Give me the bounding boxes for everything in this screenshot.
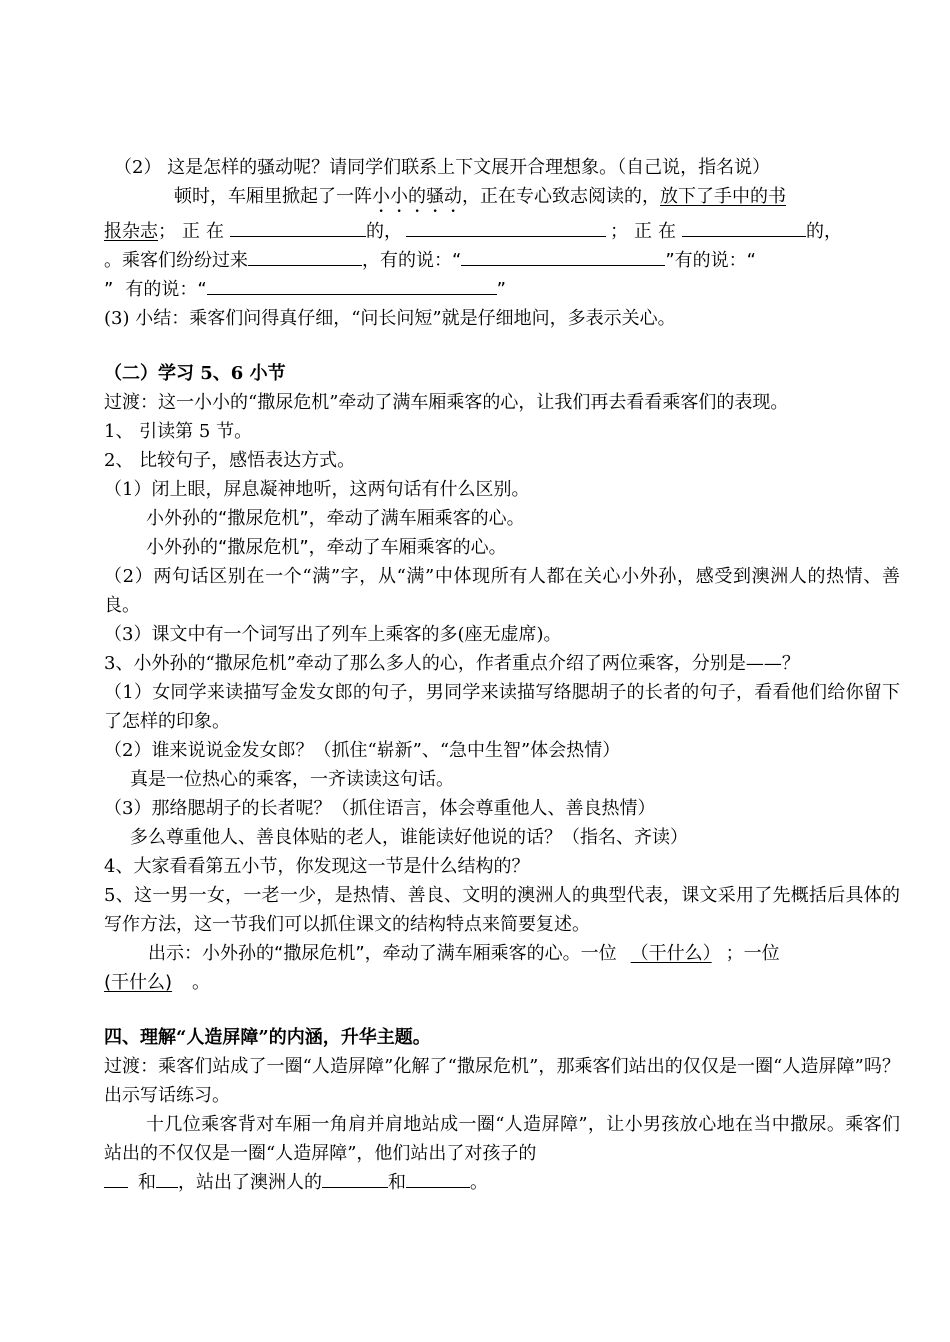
blank-field[interactable]: [104, 1169, 128, 1188]
section-2-transition: 过渡：这一小小的“撒尿危机”牵动了满车厢乘客的心，让我们再去看看乘客们的表现。: [104, 392, 789, 413]
question-3-summary: (3) 小结：乘客们问得真仔细，“问长问短”就是仔细地问，多表示关心。: [104, 308, 676, 329]
blank-text: 。: [470, 1172, 488, 1193]
underlined-answer: 放下了手中的书: [660, 186, 786, 207]
blank-text: 和: [388, 1172, 406, 1193]
fill-text: ”: [496, 279, 506, 300]
fill-text: 。乘客们纷纷过来: [104, 250, 248, 271]
section-2-heading: （二）学习 5、6 小节: [104, 363, 286, 384]
fill-line-4: [104, 275, 900, 304]
blank-field[interactable]: [682, 218, 806, 237]
blank-text: 和: [138, 1172, 156, 1193]
item-2-sub-2: （2）两句话区别在一个“满”字，从“满”中体现所有人都在关心小外孙，感受到澳洲人的热情、善良。: [104, 566, 900, 616]
item-3-sub-1: （1）女同学来读描写金发女郎的句子，男同学来读描写络腮胡子的长者的句子，看看他们给你留下了怎样的印象。: [104, 682, 900, 732]
fill-line-1: [104, 182, 900, 217]
show-text: ；一位: [725, 943, 780, 964]
question-2: （2） 这是怎样的骚动呢？请同学们联系上下文展开合理想象。（自己说，指名说）: [114, 157, 771, 178]
item-3-sub-3: （3）那络腮胡子的长者呢？（抓住语言，体会尊重他人、善良热情）: [104, 798, 656, 819]
item-3-sub-3-note: 多么尊重他人、善良体贴的老人，谁能读好他说的话？（指名、齐读）: [130, 827, 688, 848]
fill-text: 顿时，车厢里掀起了一阵: [174, 186, 372, 207]
fill-text: 有的说：“: [125, 279, 207, 300]
fill-line-2: [104, 217, 900, 246]
blank-field[interactable]: [322, 1169, 388, 1188]
item-1: 1、 引读第 5 节。: [104, 421, 253, 442]
emphasis-text: 小小的骚动: [372, 186, 462, 207]
underlined-answer: 报杂志: [104, 221, 158, 242]
section-4-heading: 四、理解“人造屏障”的内涵，升华主题。: [104, 1027, 431, 1048]
fill-text: 的，: [366, 221, 402, 242]
blank-field[interactable]: [248, 247, 362, 266]
section-4-paragraph: [104, 1110, 900, 1168]
paragraph-text: 十几位乘客背对车厢一角肩并肩地站成一圈“人造屏障”，让小男孩放心地在当中撒尿。乘客们站出的不仅仅是一圈“人造屏障”，他们站出了对孩子的: [104, 1114, 900, 1164]
fill-text: ，有的说：“: [362, 250, 462, 271]
blank-field[interactable]: [406, 1169, 470, 1188]
fill-text: ；正在: [610, 221, 682, 242]
fill-text: ，正在专心致志阅读的，: [462, 186, 660, 207]
show-line: [104, 939, 900, 968]
fill-text: ”有的说：“: [665, 250, 756, 271]
section-4-blanks: [104, 1168, 900, 1197]
fill-line-3: [104, 246, 900, 275]
fill-text: ”: [104, 279, 114, 300]
underlined-prompt: （干什么）: [630, 943, 712, 964]
item-3-sub-2-note: 真是一位热心的乘客，一齐读读这句话。: [130, 769, 454, 790]
item-3-sub-2: （2）谁来说说金发女郎？（抓住“崭新”、“急中生智”体会热情）: [104, 740, 621, 761]
blank-field[interactable]: [406, 218, 606, 237]
item-2-sub-1: （1）闭上眼，屏息凝神地听，这两句话有什么区别。: [104, 479, 530, 500]
item-3: 3、小外孙的“撒尿危机”牵动了那么多人的心，作者重点介绍了两位乘客，分别是——？: [104, 653, 800, 674]
section-4-transition: 过渡：乘客们站成了一圈“人造屏障”化解了“撒尿危机”，那乘客们站出的仅仅是一圈“人造屏障”吗？出示写话练习。: [104, 1056, 900, 1106]
show-text: 。: [192, 972, 211, 993]
underlined-prompt: (干什么): [104, 972, 173, 993]
item-2-sub-3: （3）课文中有一个词写出了列车上乘客的多(座无虚席)。: [104, 624, 562, 645]
blank-text: ，站出了澳洲人的: [178, 1172, 322, 1193]
fill-text: ；正在: [158, 221, 230, 242]
show-line-2: [104, 968, 900, 997]
show-text: 出示：小外孙的“撒尿危机”，牵动了满车厢乘客的心。一位: [148, 943, 617, 964]
item-4: 4、大家看看第五小节，你发现这一节是什么结构的？: [104, 856, 530, 877]
blank-field[interactable]: [461, 247, 665, 266]
document-page: [104, 153, 900, 1197]
fill-text: 的，: [806, 221, 842, 242]
sentence-b: 小外孙的“撒尿危机”，牵动了车厢乘客的心。: [146, 537, 507, 558]
sentence-a: 小外孙的“撒尿危机”，牵动了满车厢乘客的心。: [146, 508, 525, 529]
item-2: 2、 比较句子，感悟表达方式。: [104, 450, 356, 471]
item-5: 5、这一男一女，一老一少，是热情、善良、文明的澳洲人的典型代表，课文采用了先概括后具体的写作方法，这一节我们可以抓住课文的结构特点来简要复述。: [104, 885, 900, 935]
blank-field[interactable]: [156, 1169, 178, 1188]
blank-field[interactable]: [230, 218, 366, 237]
blank-field[interactable]: [207, 276, 497, 295]
